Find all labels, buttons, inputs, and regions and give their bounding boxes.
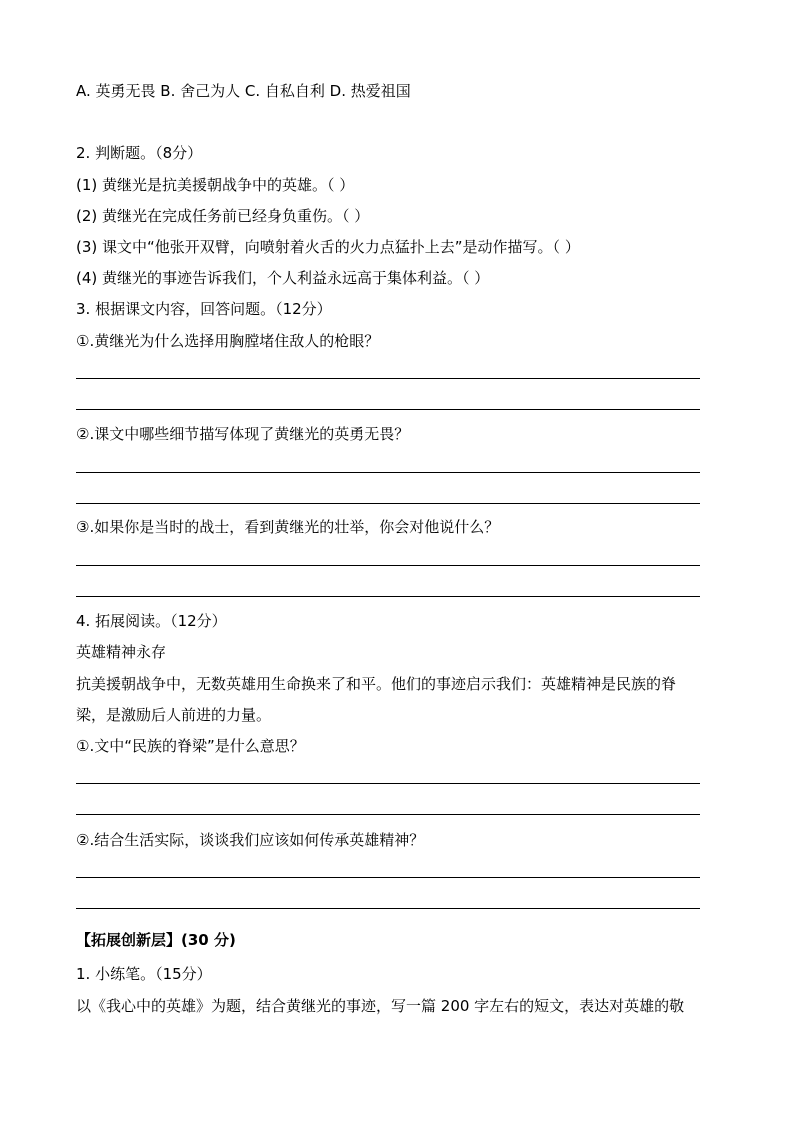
q3-question-2: ②.课文中哪些细节描写体现了黄继光的英勇无畏？ bbox=[76, 425, 410, 443]
answer-line[interactable] bbox=[76, 596, 700, 597]
q4-question-2: ②.结合生活实际，谈谈我们应该如何传承英雄精神？ bbox=[76, 831, 425, 849]
q2-item-1: (1) 黄继光是抗美援朝战争中的英雄。（ ） bbox=[76, 176, 355, 194]
answer-line[interactable] bbox=[76, 783, 700, 784]
passage-text-line-2: 梁，是激励后人前进的力量。 bbox=[76, 706, 272, 724]
answer-line[interactable] bbox=[76, 472, 700, 473]
q3-question-3: ③.如果你是当时的战士，看到黄继光的壮举，你会对他说什么？ bbox=[76, 518, 500, 536]
section-q1-text: 以《我心中的英雄》为题，结合黄继光的事迹，写一篇 200 字左右的短文，表达对英雄的敬 bbox=[76, 997, 685, 1015]
answer-line[interactable] bbox=[76, 814, 700, 815]
q3-title: 3. 根据课文内容，回答问题。（12分） bbox=[76, 300, 332, 318]
answer-line[interactable] bbox=[76, 565, 700, 566]
answer-line[interactable] bbox=[76, 503, 700, 504]
q4-question-1: ①.文中“民族的脊梁”是什么意思？ bbox=[76, 737, 305, 755]
answer-line[interactable] bbox=[76, 877, 700, 878]
answer-line[interactable] bbox=[76, 378, 700, 379]
q3-question-1: ①.黄继光为什么选择用胸膛堵住敌人的枪眼？ bbox=[76, 332, 380, 350]
q2-title: 2. 判断题。（8分） bbox=[76, 144, 203, 162]
section-title: 【拓展创新层】(30 分) bbox=[76, 931, 236, 949]
passage-title: 英雄精神永存 bbox=[76, 643, 167, 661]
passage-text-line-1: 抗美援朝战争中，无数英雄用生命换来了和平。他们的事迹启示我们：英雄精神是民族的脊 bbox=[76, 675, 677, 693]
answer-line[interactable] bbox=[76, 409, 700, 410]
q4-title: 4. 拓展阅读。（12分） bbox=[76, 612, 227, 630]
section-q1-title: 1. 小练笔。（15分） bbox=[76, 965, 212, 983]
q2-item-4: (4) 黄继光的事迹告诉我们，个人利益永远高于集体利益。（ ） bbox=[76, 269, 490, 287]
q2-item-2: (2) 黄继光在完成任务前已经身负重伤。（ ） bbox=[76, 207, 370, 225]
q2-item-3: (3) 课文中“他张开双臂，向喷射着火舌的火力点猛扑上去”是动作描写。（ ） bbox=[76, 238, 580, 256]
options-line: A. 英勇无畏 B. 舍己为人 C. 自私自利 D. 热爱祖国 bbox=[76, 82, 411, 100]
answer-line[interactable] bbox=[76, 908, 700, 909]
